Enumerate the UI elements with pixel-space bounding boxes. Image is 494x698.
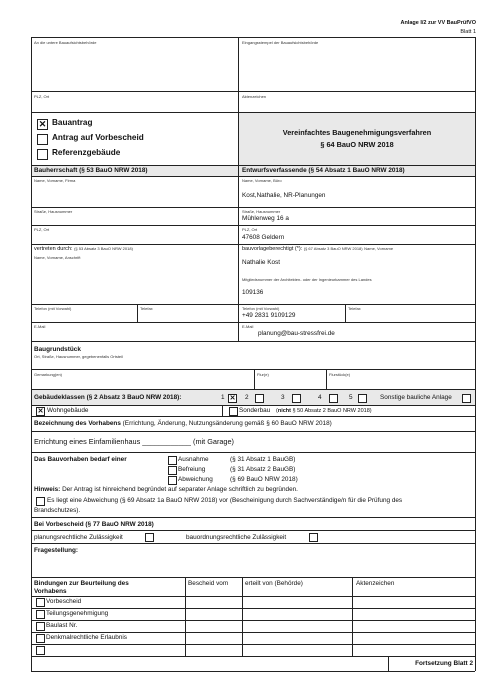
site-district-label: Gemarkung(en) — [34, 372, 63, 377]
deviation-label: Abweichung — [178, 476, 213, 483]
designer-phone-label: Telefon (mit Vorwahl) — [242, 306, 280, 311]
authority-label: An die untere Bauaufsichtsbehörde — [34, 40, 97, 45]
residential-checkbox[interactable]: ✕ — [37, 408, 44, 415]
class-1-checkbox[interactable]: ✕ — [229, 395, 236, 402]
builder-rep-ref: (§ 53 Absatz 3 BauO NRW 2018) — [74, 246, 133, 251]
designer-heading: Entwurfsverfassende (§ 54 Absatz 1 BauO NRW 2018) — [242, 167, 405, 174]
class-5-label: 5 — [349, 394, 353, 401]
builder-street-label: Straße, Hausnummer — [34, 209, 73, 214]
builder-rep-label-text: vertreten durch: — [34, 246, 73, 252]
builder-plz-label: PLZ, Ort — [34, 227, 50, 232]
divider — [31, 225, 475, 226]
requirements-heading: Das Bauvorhaben bedarf einer — [34, 456, 127, 463]
class-4-label: 4 — [318, 394, 322, 401]
divider — [31, 207, 475, 208]
divider — [31, 431, 475, 432]
designer-fax-label: Telefax — [348, 306, 361, 311]
binding-row-label: Baulast Nr. — [46, 622, 78, 629]
designer-name-value[interactable]: Kost,Nathalie, NR-Planungen — [242, 192, 326, 199]
site-heading: Baugrundstück — [34, 346, 81, 353]
other-facility-label: Sonstige bauliche Anlage — [380, 394, 452, 401]
class-1-label: 1 — [221, 394, 225, 401]
special-building-label: Sonderbau — [239, 407, 271, 414]
binding-row-checkbox[interactable] — [36, 622, 45, 631]
binding-row-checkbox[interactable] — [36, 610, 45, 619]
hint-line — [34, 486, 298, 493]
building-class-heading: Gebäudeklassen (§ 2 Absatz 3 BauO NRW 2018): — [34, 394, 182, 401]
designer-plz-value[interactable]: 47608 Geldern — [242, 234, 285, 241]
divider — [238, 37, 239, 112]
binding-row-checkbox[interactable] — [36, 646, 45, 655]
special-building-note-emphasis: nicht — [277, 408, 291, 414]
bindings-heading-line1: Bindungen zur Beurteilung des — [34, 580, 129, 587]
planning-permissibility-label: planungsrechtliche Zulässigkeit — [34, 534, 123, 541]
stamp-label: Eingangsstempel der Bauaufsichtsbehörde — [242, 40, 319, 45]
class-5-checkbox[interactable] — [358, 394, 367, 403]
divider — [31, 656, 475, 657]
frame-top — [31, 37, 475, 38]
divider — [31, 176, 475, 177]
divider — [31, 369, 475, 370]
divider — [222, 405, 223, 416]
exception-ref: (§ 31 Absatz 1 BauGB) — [230, 456, 296, 463]
designer-member-value[interactable]: 109136 — [242, 289, 264, 296]
class-4-checkbox[interactable] — [329, 394, 338, 403]
project-heading-line — [34, 420, 332, 427]
binding-row-label: Vorbescheid — [46, 598, 82, 605]
divider — [31, 644, 475, 645]
divider — [31, 620, 475, 621]
designer-member-label: Mitgliedsnummer der Architekten- oder der Ingenieurkammer des Landes — [242, 277, 372, 282]
hint-label: Hinweis: — [34, 486, 61, 493]
vorbescheid-checkbox[interactable] — [37, 134, 48, 145]
designer-name-label: Name, Vorname, Büro — [242, 178, 282, 183]
project-value[interactable]: Errichtung eines Einfamilienhaus ____________ (mit Garage) — [34, 437, 234, 446]
special-building-note: (nicht § 50 Absatz 2 BauO NRW 2018) — [276, 408, 372, 414]
bindings-col-notice: Bescheid vom — [188, 580, 229, 587]
divider — [31, 322, 475, 323]
divider — [388, 656, 389, 671]
divider — [31, 405, 475, 406]
project-heading-note: (Errichtung, Änderung, Nutzungsänderung gemäß § 60 BauO NRW 2018) — [122, 420, 332, 427]
designer-auth-label — [242, 246, 393, 252]
procedure-title: Vereinfachtes Baugenehmigungsverfahren — [282, 128, 432, 137]
divider — [326, 369, 327, 389]
type-label-bauantrag: Bauantrag — [52, 118, 93, 127]
class-3-checkbox[interactable] — [292, 394, 301, 403]
builder-name-label: Name, Vorname, Firma — [34, 178, 76, 183]
divider — [31, 530, 475, 531]
referenzgebaeude-checkbox[interactable] — [37, 149, 48, 160]
plz-ort-label: PLZ, Ort — [34, 94, 50, 99]
divider — [31, 517, 475, 518]
bindings-col-by: erteilt von (Behörde) — [245, 580, 303, 587]
binding-row-label: Denkmalrechtliche Erlaubnis — [46, 634, 127, 641]
divider — [31, 244, 475, 245]
project-heading: Bezeichnung des Vorhabens — [34, 420, 121, 427]
binding-row-checkbox[interactable] — [36, 634, 45, 643]
frame-bottom — [31, 671, 475, 672]
designer-email-value[interactable]: planung@bau-stressfrei.de — [258, 330, 335, 337]
exemption-ref: (§ 31 Absatz 2 BauGB) — [230, 466, 296, 473]
exception-label: Ausnahme — [178, 456, 209, 463]
bindings-heading-line2: Vorhabens — [34, 588, 67, 595]
divider — [31, 632, 475, 633]
exemption-label: Befreiung — [178, 466, 206, 473]
class-2-label: 2 — [245, 394, 249, 401]
frame-right — [475, 37, 476, 671]
designer-auth-label-text: bauvorlageberechtigt (*): — [242, 246, 303, 252]
site-address-label: Ort, Straße, Hausnummer, gegebenenfalls Ortsteil — [34, 354, 123, 359]
building-permissibility-label: bauordnungsrechtliche Zulässigkeit — [186, 534, 287, 541]
designer-email-label: E-Mail — [242, 324, 254, 329]
special-building-checkbox[interactable] — [229, 407, 238, 416]
builder-rep-name-label: Name, Vorname, Anschrift — [34, 255, 81, 260]
deviation-1a-checkbox[interactable] — [36, 497, 45, 506]
binding-row-label: Teilungsgenehmigung — [46, 610, 109, 617]
planning-permissibility-checkbox[interactable] — [145, 533, 154, 542]
divider — [254, 369, 255, 389]
procedure-section: § 64 BauO NRW 2018 — [320, 140, 394, 149]
deviation-1a-line2: Brandschutzes). — [34, 507, 81, 514]
residential-label: Wohngebäude — [47, 407, 89, 414]
divider — [238, 165, 239, 341]
question-heading: Fragestellung: — [34, 547, 79, 554]
designer-plz-label: PLZ, Ort — [242, 227, 258, 232]
preliminary-heading: Bei Vorbescheid (§ 77 BauO NRW 2018) — [34, 521, 154, 528]
builder-rep-label — [34, 246, 133, 252]
binding-row-checkbox[interactable] — [36, 598, 45, 607]
continue-note: Fortsetzung Blatt 2 — [415, 660, 473, 667]
divider — [31, 304, 475, 305]
designer-phone-value[interactable]: +49 2831 9109129 — [242, 312, 296, 319]
divider — [31, 416, 475, 417]
procedure-box — [239, 113, 475, 165]
type-label-vorbescheid: Antrag auf Vorbescheid — [52, 133, 144, 142]
divider — [31, 452, 475, 453]
designer-auth-name-value[interactable]: Nathalie Kost — [242, 259, 281, 266]
site-parcel-label: Flur(e) — [257, 372, 269, 377]
designer-street-label: Straße, Hausnummer — [242, 209, 281, 214]
builder-phone-label: Telefon (mit Vorwahl) — [34, 306, 72, 311]
bauantrag-checkbox[interactable]: ✕ — [38, 119, 47, 129]
divider — [31, 608, 475, 609]
class-2-checkbox[interactable] — [255, 394, 264, 403]
class-3-label: 3 — [281, 394, 285, 401]
annex-title: Anlage I/2 zur VV BauPrüfVO — [400, 20, 476, 26]
building-permissibility-checkbox[interactable] — [309, 533, 318, 542]
designer-auth-ref: (§ 67 Absatz 3 BauO NRW 2018) — [303, 246, 363, 251]
deviation-checkbox[interactable] — [168, 476, 177, 485]
divider — [31, 596, 475, 597]
divider — [345, 304, 346, 322]
designer-street-value[interactable]: Mühlenweg 16 a — [242, 215, 289, 222]
hint-text: Der Antrag ist hinreichend begründet auf separater Anlage schriftlich zu begründen. — [62, 486, 298, 493]
divider — [137, 304, 138, 322]
site-plot-label: Flurstück(e) — [329, 372, 351, 377]
type-label-referenzgebaeude: Referenzgebäude — [52, 148, 121, 157]
divider — [31, 91, 475, 92]
sheet-number: Blatt 1 — [460, 29, 476, 35]
file-no-label: Aktenzeichen — [242, 94, 267, 99]
divider — [31, 341, 475, 342]
divider — [31, 543, 475, 544]
divider — [31, 577, 475, 578]
designer-auth-name-label: Name, Vorname — [364, 246, 394, 251]
frame-left — [31, 37, 32, 671]
bindings-col-file: Aktenzeichen — [356, 580, 395, 587]
exception-checkbox[interactable] — [168, 456, 177, 465]
exemption-checkbox[interactable] — [168, 466, 177, 475]
deviation-ref: (§ 69 BauO NRW 2018) — [230, 476, 298, 483]
deviation-1a-line1: Es liegt eine Abweichung (§ 69 Absatz 1a BauO NRW 2018) vor (Bescheinigung durch Sachverständige/n für die Prüfung des — [47, 497, 403, 504]
builder-fax-label: Telefax — [140, 306, 153, 311]
other-facility-checkbox[interactable] — [462, 394, 471, 403]
builder-email-label: E-Mail — [34, 324, 46, 329]
builder-heading: Bauherrschaft (§ 53 BauO NRW 2018) — [34, 167, 148, 174]
